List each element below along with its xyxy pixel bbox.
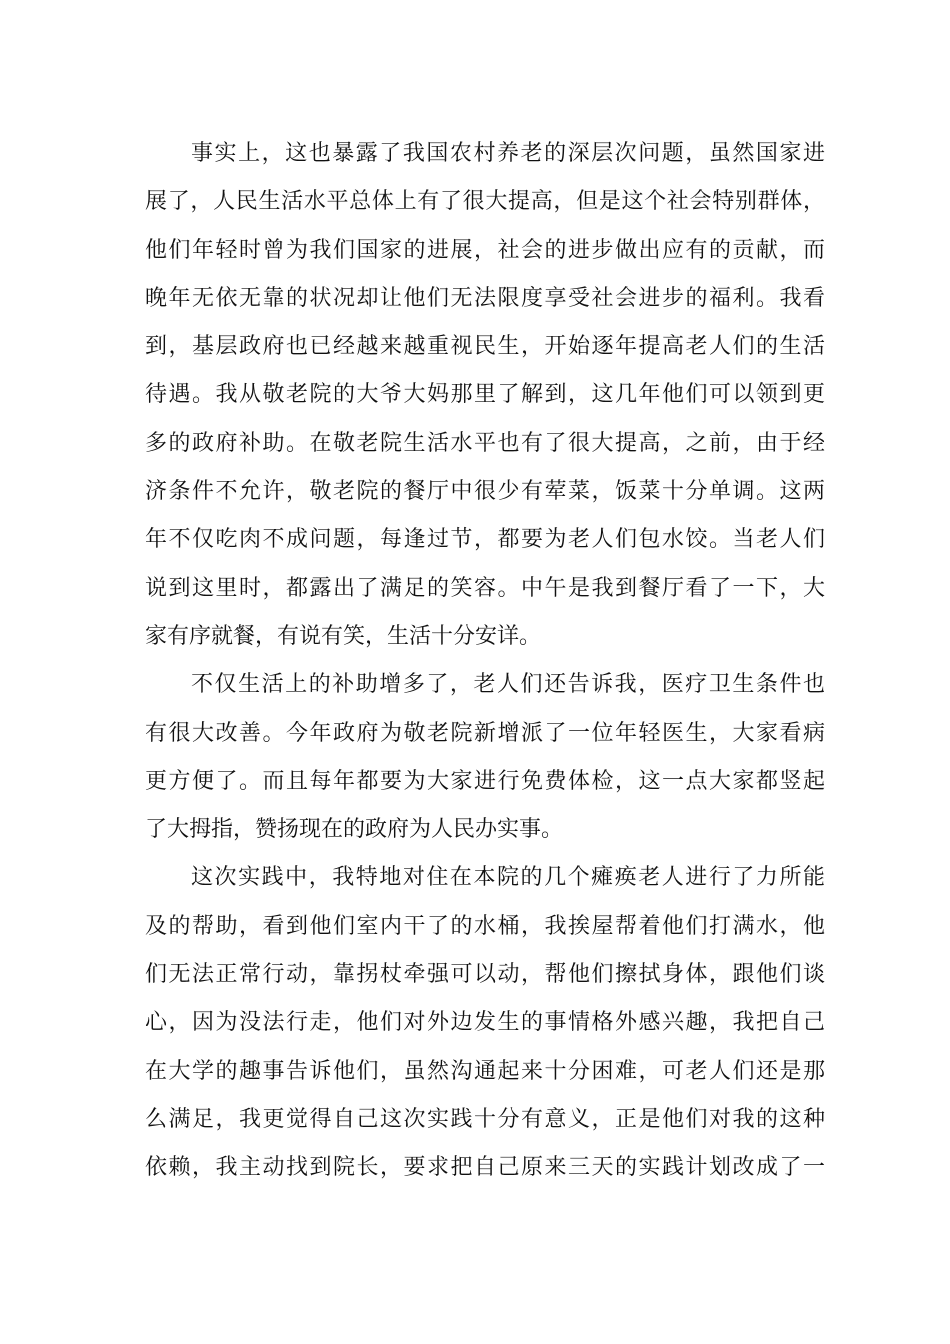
text-line: 了大拇指，赞扬现在的政府为人民办实事。 <box>145 817 564 843</box>
paragraph-2 <box>145 661 825 854</box>
text-line: 济条件不允许，敬老院的餐厅中很少有荤菜，饭菜十分单调。这两 <box>145 479 825 505</box>
text-line: 说到这里时，都露出了满足的笑容。中午是我到餐厅看了一下，大 <box>145 575 825 601</box>
text-line: 更方便了。而且每年都要为大家进行免费体检，这一点大家都竖起 <box>145 768 825 794</box>
text-line: 有很大改善。今年政府为敬老院新增派了一位年轻医生，大家看病 <box>145 720 825 746</box>
paragraph-3 <box>145 854 825 1192</box>
text-line: 及的帮助，看到他们室内干了的水桶，我挨屋帮着他们打满水，他 <box>145 913 825 939</box>
text-line: 待遇。我从敬老院的大爷大妈那里了解到，这几年他们可以领到更 <box>145 382 825 408</box>
text-line: 年不仅吃肉不成问题，每逢过节，都要为老人们包水饺。当老人们 <box>145 527 825 553</box>
text-line: 么满足，我更觉得自己这次实践十分有意义，正是他们对我的这种 <box>145 1106 825 1132</box>
text-line: 展了，人民生活水平总体上有了很大提高，但是这个社会特别群体， <box>145 189 825 215</box>
text-line: 不仅生活上的补助增多了，老人们还告诉我，医疗卫生条件也 <box>191 672 825 698</box>
text-line: 这次实践中，我特地对住在本院的几个瘫痪老人进行了力所能 <box>191 865 825 891</box>
text-line: 多的政府补助。在敬老院生活水平也有了很大提高，之前，由于经 <box>145 430 825 456</box>
paragraph-1 <box>145 130 825 661</box>
text-line: 晚年无依无靠的状况却让他们无法限度享受社会进步的福利。我看 <box>145 285 825 311</box>
text-line: 们无法正常行动，靠拐杖牵强可以动，帮他们擦拭身体，跟他们谈 <box>145 962 825 988</box>
text-line: 到，基层政府也已经越来越重视民生，开始逐年提高老人们的生活 <box>145 334 825 360</box>
text-line: 依赖，我主动找到院长，要求把自己原来三天的实践计划改成了一 <box>145 1155 825 1181</box>
text-line: 他们年轻时曾为我们国家的进展，社会的进步做出应有的贡献，而 <box>145 237 825 263</box>
text-line: 家有序就餐，有说有笑，生活十分安详。 <box>145 623 542 649</box>
body-text <box>145 130 825 1193</box>
text-line: 事实上，这也暴露了我国农村养老的深层次问题，虽然国家进 <box>191 141 825 166</box>
text-line: 在大学的趣事告诉他们，虽然沟通起来十分困难，可老人们还是那 <box>145 1058 825 1084</box>
text-line: 心，因为没法行走，他们对外边发生的事情格外感兴趣，我把自己 <box>145 1010 825 1036</box>
